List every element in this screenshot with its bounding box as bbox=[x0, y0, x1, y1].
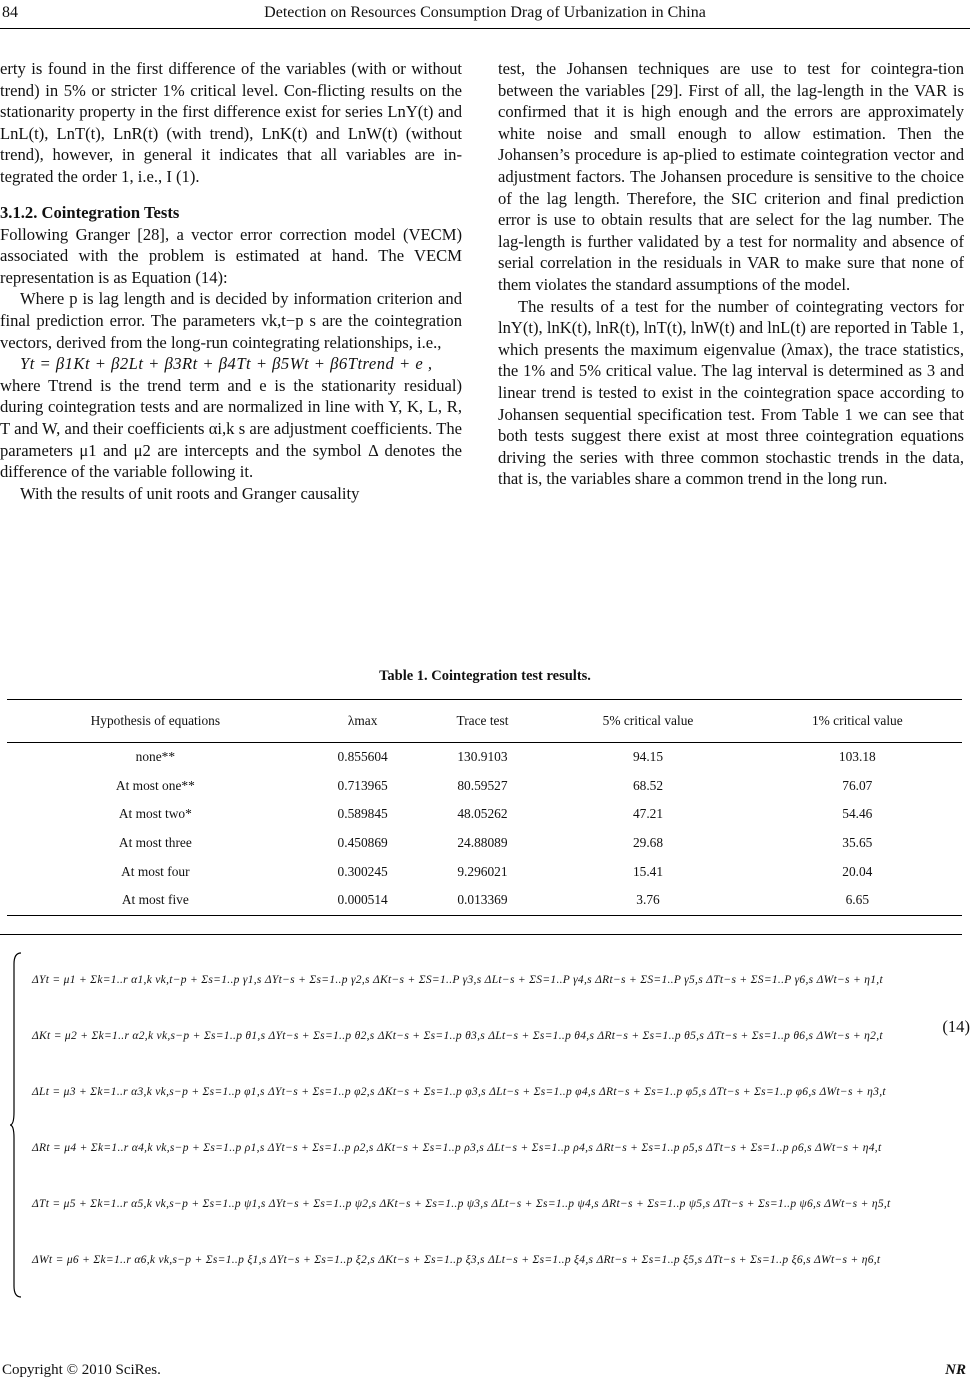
equation-line: ΔWt = μ6 + Σk=1..r α6,k νk,s−p + Σs=1..p ξ1,s ΔYt−s + Σs=1..p ξ2,s ΔKt−s + Σs=1..p ξ3,s ΔLt−s + Σs=1..p ξ4,s ΔRt−s + Σs=1..p ξ5,s ΔTt−s + Σs=1..p ξ6,s ΔWt−s + η6,t bbox=[32, 1254, 881, 1266]
equation-line: ΔKt = μ2 + Σk=1..r α2,k νk,s−p + Σs=1..p θ1,s ΔYt−s + Σs=1..p θ2,s ΔKt−s + Σs=1..p θ3,s ΔLt−s + Σs=1..p θ4,s ΔRt−s + Σs=1..p θ5,s ΔTt−s + Σs=1..p θ6,s ΔWt−s + η2,t bbox=[32, 1030, 883, 1042]
column-header: 1% critical value bbox=[753, 700, 962, 743]
table-cell: 54.46 bbox=[842, 806, 873, 822]
table-cell: At most two* bbox=[118, 806, 192, 822]
table-cell: 0.013369 bbox=[422, 886, 544, 915]
left-paragraph-5: With the results of unit roots and Granger causality bbox=[20, 483, 360, 503]
table-row bbox=[7, 772, 962, 801]
table-cell: 0.300245 bbox=[337, 863, 388, 879]
table-cell: 15.41 bbox=[632, 863, 664, 879]
equation-row bbox=[32, 1184, 932, 1232]
table-cell: 68.52 bbox=[632, 777, 664, 793]
left-paragraph-4: where Ttrend is the trend term and e is the stationarity residual) during cointegration tests and are normalized in line with Y, K, L, R, T and W, and their coefficients αi,k s are adjustment coefficients. The parameters μ1 and μ2 are intercepts and the symbol Δ denotes the difference of the variable following it. bbox=[0, 375, 462, 482]
table-cell: 29.68 bbox=[632, 835, 664, 851]
equation-rule bbox=[0, 934, 962, 935]
page-header bbox=[0, 0, 970, 30]
table-cell: 0.713965 bbox=[337, 777, 388, 793]
equation-number: (14) bbox=[942, 1017, 970, 1036]
table-caption: Table 1. Cointegration test results. bbox=[379, 668, 591, 684]
table-cell: 9.296021 bbox=[457, 863, 508, 879]
left-paragraph-2: Following Granger [28], a vector error correction model (VECM) associated with the problem is estimated at hand. The VECM representation is as Equation (14): bbox=[0, 224, 462, 287]
table-cell: 80.59527 bbox=[457, 777, 508, 793]
table-cell: 94.15 bbox=[632, 749, 664, 765]
column-header: λmax bbox=[304, 700, 422, 743]
table-cell: none** bbox=[135, 749, 176, 765]
header-rule bbox=[0, 28, 970, 29]
table-cell: 20.04 bbox=[842, 863, 873, 879]
right-paragraph-1: test, the Johansen techniques are use to test for cointegra-tion between the variables [29]. First of all, the lag-length in the VAR is confirmed that it is high enough and the errors are approximately white noise and small enough to allow estimation. Then the Johansen’s procedure is ap-plied to estimate cointegration vector and adjustment factors. The Johansen procedure is sensitive to the choice of the lag length. Therefore, the SIC criterion and final prediction error is use to obtain results that are select for the lag number. The lag-length is further validated by a test for normality and absence of serial correlation in the residuals in VAR to make sure that none of them violates the standard assumptions of the model. bbox=[498, 59, 964, 294]
table-cell: 0.450869 bbox=[337, 835, 388, 851]
table-row bbox=[7, 800, 962, 829]
table-row bbox=[7, 829, 962, 858]
equation-line: ΔTt = μ5 + Σk=1..r α5,k νk,s−p + Σs=1..p ψ1,s ΔYt−s + Σs=1..p ψ2,s ΔKt−s + Σs=1..p ψ3,s ΔLt−s + Σs=1..p ψ4,s ΔRt−s + Σs=1..p ψ5,s ΔTt−s + Σs=1..p ψ6,s ΔWt−s + η5,t bbox=[32, 1198, 891, 1210]
copyright-notice: Copyright © 2010 SciRes. bbox=[2, 1362, 161, 1378]
cointegration-equation: Yt = β1Kt + β2Lt + β3Rt + β4Tt + β5Wt + β6Ttrend + e , bbox=[20, 354, 433, 374]
table-cell: 130.9103 bbox=[457, 749, 508, 765]
left-paragraph-3: Where p is lag length and is decided by information criterion and final prediction error. The parameters νk,t−p s are the cointegration vectors, derived from the long-run cointegrating relationships, i.e., bbox=[0, 289, 462, 352]
column-header: Hypothesis of equations bbox=[7, 700, 304, 743]
table-cell: At most five bbox=[7, 886, 304, 915]
table-row bbox=[7, 857, 962, 886]
left-brace bbox=[10, 952, 22, 1298]
section-heading: 3.1.2. Cointegration Tests bbox=[0, 202, 180, 222]
table-cell: 0.000514 bbox=[304, 886, 422, 915]
table-cell: At most four bbox=[121, 863, 190, 879]
table-cell: At most one** bbox=[115, 777, 195, 793]
cointegration-table bbox=[7, 699, 962, 916]
table-cell: 3.76 bbox=[543, 886, 752, 915]
table-cell: 103.18 bbox=[838, 749, 876, 765]
column-header: Trace test bbox=[422, 700, 544, 743]
table-header-row bbox=[7, 700, 962, 743]
table-cell: 6.65 bbox=[753, 886, 962, 915]
left-column bbox=[0, 58, 462, 504]
table-cell: 0.855604 bbox=[337, 749, 388, 765]
table-cell: 48.05262 bbox=[457, 806, 508, 822]
right-paragraph-2: The results of a test for the number of cointegrating vectors for lnY(t), lnK(t), lnR(t), lnT(t), lnW(t) and lnL(t) are reported in Table 1, which presents the maximum eigenvalue (λmax), the trace statistics, the 1% and 5% critical value. The lag interval is determined as 3 and linear trend is tested to exist in the cointegration space according to Johansen sequential specification test. From Table 1 we can see that both tests suggest there exist at most three cointegration equations driving the series with three common stochastic trends in the data, that is, the variables share a common trend in the long run. bbox=[498, 296, 964, 489]
page-number: 84 bbox=[2, 4, 18, 21]
table-cell: At most three bbox=[118, 835, 192, 851]
equation-line: ΔRt = μ4 + Σk=1..r α4,k νk,s−p + Σs=1..p ρ1,s ΔYt−s + Σs=1..p ρ2,s ΔKt−s + Σs=1..p ρ3,s ΔLt−s + Σs=1..p ρ4,s ΔRt−s + Σs=1..p ρ5,s ΔTt−s + Σs=1..p ρ6,s ΔWt−s + η4,t bbox=[32, 1142, 882, 1154]
equation-row bbox=[32, 1240, 932, 1288]
equation-row bbox=[32, 1072, 932, 1120]
equation-row bbox=[32, 1128, 932, 1176]
equation-row bbox=[32, 1016, 932, 1064]
equation-line: ΔYt = μ1 + Σk=1..r α1,k νk,t−p + Σs=1..p γ1,s ΔYt−s + Σs=1..p γ2,s ΔKt−s + ΣS=1..P γ3,s ΔLt−s + ΣS=1..P γ4,s ΔRt−s + ΣS=1..P γ5,s ΔTt−s + ΣS=1..P γ6,s ΔWt−s + η1,t bbox=[32, 974, 883, 986]
table-cell: 76.07 bbox=[842, 777, 873, 793]
running-title: Detection on Resources Consumption Drag of Urbanization in China bbox=[264, 4, 706, 21]
left-paragraph-1: erty is found in the first difference of the variables (with or without trend) in 5% or stricter 1% critical level. Con-flicting results on the stationarity property in the first difference exist for series LnY(t) and LnL(t), LnT(t), LnR(t) (with trend), LnK(t) and LnW(t) (without trend), however, in general it indicates that all variables are in-tegrated the order 1, i.e., I (1). bbox=[0, 59, 462, 186]
equation-row bbox=[32, 960, 932, 1008]
vecm-equation-system bbox=[10, 950, 960, 1302]
table-cell: 0.589845 bbox=[337, 806, 388, 822]
column-header: 5% critical value bbox=[543, 700, 752, 743]
journal-abbreviation: NR bbox=[945, 1362, 966, 1378]
right-column bbox=[498, 58, 964, 490]
table-row bbox=[7, 743, 962, 772]
table-row bbox=[7, 886, 962, 915]
table-cell: 47.21 bbox=[632, 806, 664, 822]
table-cell: 24.88089 bbox=[457, 835, 508, 851]
table-cell: 35.65 bbox=[842, 835, 873, 851]
equation-line: ΔLt = μ3 + Σk=1..r α3,k νk,s−p + Σs=1..p φ1,s ΔYt−s + Σs=1..p φ2,s ΔKt−s + Σs=1..p φ3,s ΔLt−s + Σs=1..p φ4,s ΔRt−s + Σs=1..p φ5,s ΔTt−s + Σs=1..p φ6,s ΔWt−s + η3,t bbox=[32, 1086, 886, 1098]
